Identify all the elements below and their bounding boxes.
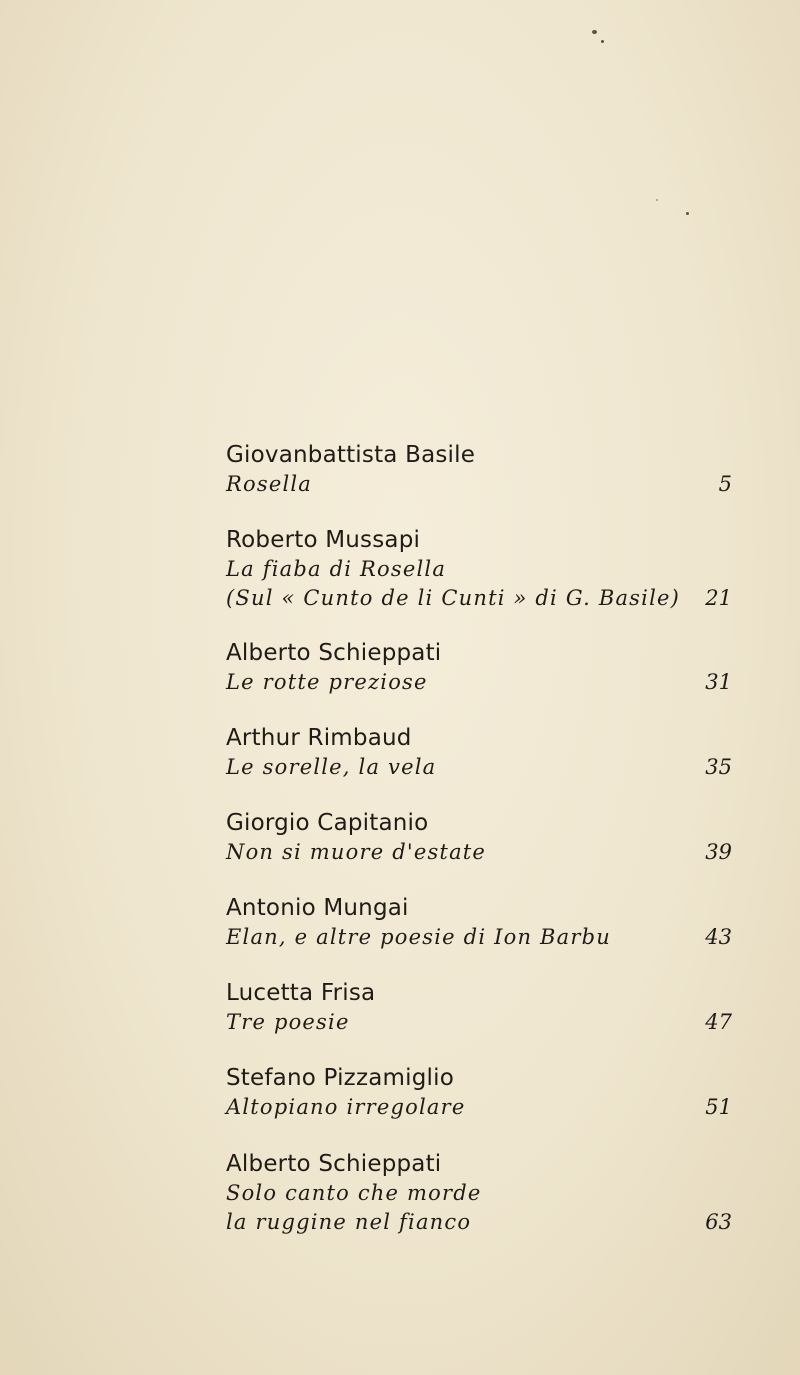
toc-entry (226, 525, 766, 613)
toc-entry (226, 723, 766, 782)
entry-title: (Sul « Cunto de li Cunti » di G. Basile) (226, 586, 681, 610)
entry-title: Solo canto che morde (226, 1181, 482, 1205)
toc-entry (226, 808, 766, 867)
entry-author: Arthur Rimbaud (226, 725, 412, 751)
entry-page-number: 31 (705, 670, 732, 694)
entry-title: Elan, e altre poesie di Ion Barbu (226, 925, 612, 949)
entry-title: Non si muore d'estate (226, 840, 487, 864)
entry-author: Roberto Mussapi (226, 527, 421, 553)
entry-page-number: 43 (705, 925, 732, 949)
entry-title: Le rotte preziose (226, 670, 428, 694)
toc-entry (226, 1063, 766, 1122)
entry-page-number: 63 (705, 1210, 732, 1234)
entry-title: La fiaba di Rosella (226, 557, 447, 581)
entry-author: Alberto Schieppati (226, 640, 442, 666)
entry-page-number: 47 (705, 1010, 732, 1034)
toc-entry (226, 978, 766, 1037)
entry-author: Lucetta Frisa (226, 980, 376, 1006)
entry-page-number: 21 (705, 586, 732, 610)
entry-page-number: 5 (718, 472, 732, 496)
entry-title: la ruggine nel fianco (226, 1210, 472, 1234)
toc-entry (226, 893, 766, 952)
toc-entry (226, 1149, 766, 1237)
entry-author: Giovanbattista Basile (226, 442, 476, 468)
entry-page-number: 51 (705, 1095, 732, 1119)
entry-author: Stefano Pizzamiglio (226, 1065, 454, 1091)
entry-title: Altopiano irregolare (226, 1095, 466, 1119)
toc-entry (226, 638, 766, 697)
toc-entry (226, 440, 766, 499)
entry-author: Alberto Schieppati (226, 1151, 442, 1177)
entry-title: Le sorelle, la vela (226, 755, 437, 779)
entry-page-number: 39 (705, 840, 732, 864)
entry-title: Tre poesie (226, 1010, 350, 1034)
entry-author: Giorgio Capitanio (226, 810, 429, 836)
entry-author: Antonio Mungai (226, 895, 409, 921)
entry-title: Rosella (226, 472, 313, 496)
entry-page-number: 35 (705, 755, 732, 779)
